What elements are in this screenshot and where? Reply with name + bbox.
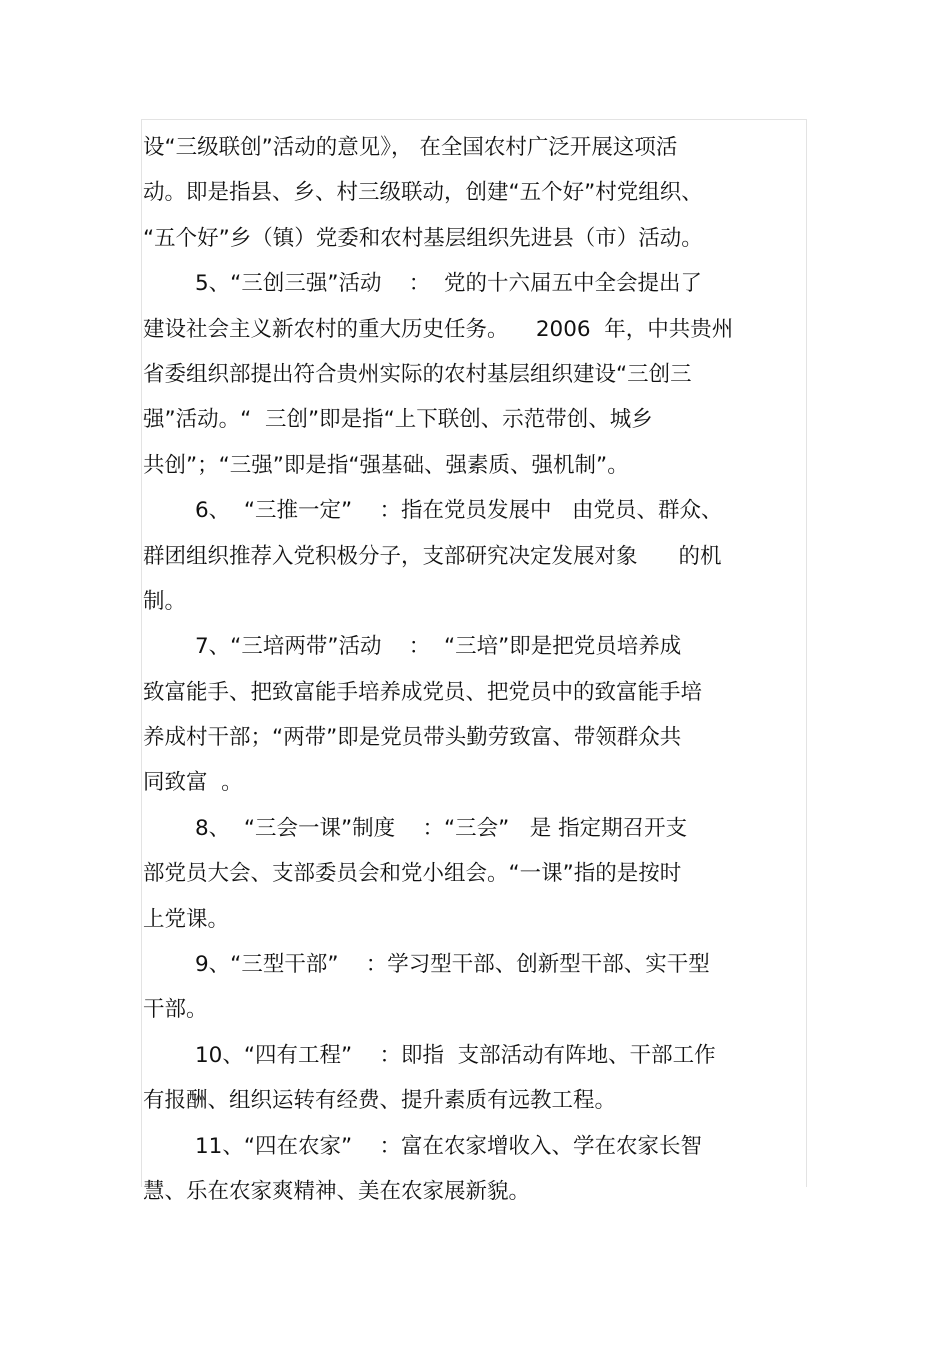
text-line: 省委组织部提出符合贵州实际的农村基层组织建设“三创三 xyxy=(143,361,692,387)
text-line: 致富能手、把致富能手培养成党员、把党员中的致富能手培 xyxy=(143,679,703,705)
text-line: 慧、乐在农家爽精神、美在农家展新貌。 xyxy=(143,1178,531,1204)
document-body xyxy=(143,125,803,1214)
text-line: 共创”；“三强”即是指“强基础、强素质、强机制”。 xyxy=(143,452,629,478)
item-6-heading: 6、 “三推一定” ：指在党员发展中 由党员、群众、 xyxy=(195,498,723,524)
text-line: “五个好”乡（镇）党委和农村基层组织先进县（市）活动。 xyxy=(143,225,703,251)
item-10-heading: 10、“四有工程” ：即指 支部活动有阵地、干部工作 xyxy=(195,1042,716,1068)
text-line: 动。即是指县、乡、村三级联动，创建“五个好”村党组织、 xyxy=(143,180,703,206)
text-line: 养成村干部；“两带”即是党员带头勤劳致富、带领群众共 xyxy=(143,725,682,751)
text-line: 建设社会主义新农村的重大历史任务。 2006 年，中共贵州 xyxy=(143,316,734,342)
item-8-heading: 8、 “三会一课”制度 ：“三会” 是 指定期召开支 xyxy=(195,815,688,841)
text-line: 群团组织推荐入党积极分子，支部研究决定发展对象 的机 xyxy=(143,543,722,569)
text-line: 设“三级联创”活动的意见》， 在全国农村广泛开展这项活 xyxy=(143,135,678,160)
text-line: 有报酬、组织运转有经费、提升素质有远教工程。 xyxy=(143,1088,617,1114)
item-11-heading: 11、“四在农家” ：富在农家增收入、学在农家长智 xyxy=(195,1133,702,1159)
item-7-heading: 7、“三培两带”活动 ： “三培”即是把党员培养成 xyxy=(195,634,682,660)
item-9-heading: 9、“三型干部” ：学习型干部、创新型干部、实干型 xyxy=(195,952,710,978)
text-line: 上党课。 xyxy=(143,906,230,932)
text-line: 制。 xyxy=(143,588,187,614)
text-line: 干部。 xyxy=(143,997,208,1023)
text-line: 同致富 。 xyxy=(143,770,243,796)
text-line: 强”活动。“ 三创”即是指“上下联创、示范带创、城乡 xyxy=(143,407,653,433)
text-line: 部党员大会、支部委员会和党小组会。“一课”指的是按时 xyxy=(143,861,682,887)
item-5-heading: 5、“三创三强”活动 ： 党的十六届五中全会提出了 xyxy=(195,271,702,297)
